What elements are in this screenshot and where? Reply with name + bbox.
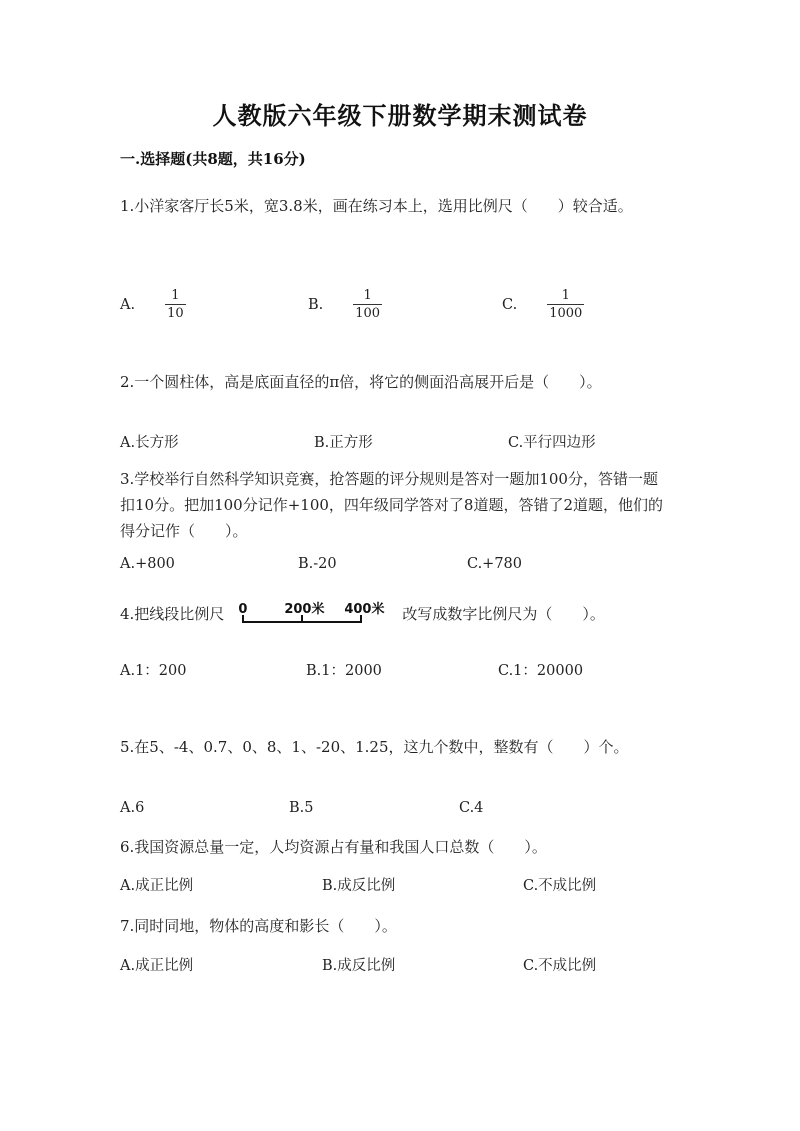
question-4-option-b[interactable]: B.1：2000 (306, 663, 382, 679)
question-5-option-a[interactable]: A.6 (120, 800, 145, 816)
page-title: 人教版六年级下册数学期末测试卷 (212, 101, 588, 130)
question-4-option-c[interactable]: C.1：20000 (498, 663, 584, 679)
scale-tick (301, 615, 303, 622)
fraction-numerator: 1 (561, 288, 570, 303)
question-1-option-b[interactable] (308, 288, 382, 321)
question-6-text: 6.我国资源总量一定，人均资源占有量和我国人口总数（ ）。 (120, 838, 547, 856)
question-3-option-c[interactable]: C.+780 (467, 556, 523, 572)
question-6-option-a[interactable]: A.成正比例 (120, 878, 194, 894)
question-3-text: 3.学校举行自然科学知识竞赛，抢答题的评分规则是答对一题加100分，答错一题扣10分。把加100分记作+100，四年级同学答对了8道题，答错了2道题，他们的得分记作（ ）。 (120, 470, 664, 540)
fraction (165, 288, 186, 321)
question-2-option-b[interactable]: B.正方形 (314, 435, 373, 451)
fraction-denominator: 1000 (549, 306, 583, 321)
fraction (547, 288, 584, 321)
question-7-option-a[interactable]: A.成正比例 (120, 958, 194, 974)
question-2-text: 2.一个圆柱体，高是底面直径的π倍，将它的侧面沿高展开后是（ ）。 (120, 373, 602, 391)
line-segment-scale (236, 597, 396, 631)
question-6-option-b[interactable]: B.成反比例 (322, 878, 396, 894)
question-5-text: 5.在5、-4、0.7、0、8、1、-20、1.25，这九个数中，整数有（ ）个。 (120, 738, 629, 756)
question-7-option-b[interactable]: B.成反比例 (322, 958, 396, 974)
question-1-text: 1.小洋家客厅长5米，宽3.8米，画在练习本上，选用比例尺（ ）较合适。 (120, 197, 633, 215)
scale-label-200: 200米 (284, 602, 325, 617)
question-2-option-c[interactable]: C.平行四边形 (508, 435, 596, 451)
option-label: B. (308, 296, 324, 313)
question-7-text: 7.同时同地，物体的高度和影长（ ）。 (120, 917, 397, 935)
scale-tick (360, 615, 362, 622)
question-5-option-b[interactable]: B.5 (289, 800, 314, 816)
fraction (353, 288, 382, 321)
fraction-numerator: 1 (363, 288, 372, 303)
question-3-option-b[interactable]: B.-20 (298, 556, 337, 572)
option-label: A. (120, 296, 136, 313)
question-1-option-a[interactable] (120, 288, 186, 321)
question-4-text-after: 改写成数字比例尺为（ ）。 (402, 605, 605, 623)
question-2-option-a[interactable]: A.长方形 (120, 435, 179, 451)
question-3-option-a[interactable]: A.+800 (120, 556, 175, 572)
fraction-denominator: 100 (355, 306, 381, 321)
section-heading: 一.选择题(共8题，共16分) (120, 150, 306, 168)
fraction-numerator: 1 (171, 288, 180, 303)
question-6-option-c[interactable]: C.不成比例 (523, 878, 597, 894)
question-4-option-a[interactable]: A.1：200 (120, 663, 187, 679)
option-label: C. (502, 296, 518, 313)
question-4-text (120, 597, 605, 631)
question-4-text-before: 4.把线段比例尺 (120, 605, 225, 623)
question-1-option-c[interactable] (502, 288, 584, 321)
scale-label-400: 400米 (344, 602, 385, 617)
scale-label-0: 0 (238, 602, 248, 617)
question-7-option-c[interactable]: C.不成比例 (523, 958, 597, 974)
scale-tick (242, 615, 244, 622)
fraction-denominator: 10 (167, 306, 184, 321)
question-5-option-c[interactable]: C.4 (459, 800, 484, 816)
